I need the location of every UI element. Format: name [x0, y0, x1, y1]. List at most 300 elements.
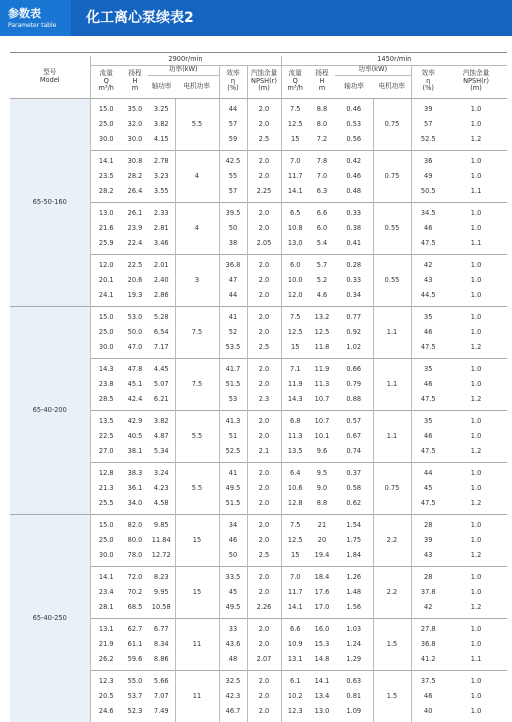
value-n2: 1.0	[470, 172, 482, 180]
value-n: 2.3	[258, 394, 270, 403]
cell-m	[175, 462, 219, 514]
cell-n2	[445, 150, 507, 202]
cell-h2	[309, 98, 335, 150]
value-e2: 49	[424, 172, 433, 180]
value-h: 61.1	[127, 640, 143, 648]
value-p: 7.07	[153, 692, 169, 700]
value-p2: 1.02	[346, 342, 362, 351]
value-p: 4.23	[153, 484, 169, 492]
value-q: 25.0	[98, 328, 114, 336]
value-q2: 11.7	[287, 588, 303, 596]
col-power: 功率(kW)	[148, 65, 219, 75]
value-h: 70.2	[127, 588, 143, 596]
value-h2: 13.2	[314, 313, 330, 322]
value-e: 52.5	[225, 446, 241, 455]
value-h: 30.0	[127, 134, 143, 143]
value-q: 22.5	[98, 432, 114, 440]
motor-power-value: 1.1	[386, 432, 398, 440]
cell-p	[148, 306, 175, 358]
cell-e	[219, 670, 247, 722]
cell-q	[90, 202, 122, 254]
cell-h	[122, 670, 148, 722]
cell-q	[90, 618, 122, 670]
col-head: 扬程 H m	[122, 65, 148, 98]
cell-q	[90, 410, 122, 462]
cell-h	[122, 150, 148, 202]
value-q: 20.1	[98, 276, 114, 284]
value-n2: 1.0	[470, 209, 482, 218]
value-e: 51	[228, 432, 238, 440]
value-n: 2.0	[258, 706, 270, 715]
value-p2: 0.92	[346, 328, 362, 336]
value-n: 2.0	[258, 692, 270, 700]
value-p: 2.81	[153, 224, 169, 232]
value-p: 3.82	[153, 120, 169, 128]
value-q: 12.8	[98, 469, 114, 478]
value-h: 59.6	[127, 654, 143, 663]
value-q: 28.2	[98, 186, 114, 195]
value-p: 3.24	[153, 469, 169, 478]
value-e2: 47.5	[420, 446, 436, 455]
value-n: 2.0	[258, 640, 270, 648]
value-p: 8.34	[153, 640, 169, 648]
value-q2: 10.8	[287, 224, 303, 232]
cell-p	[148, 514, 175, 566]
value-p: 11.84	[151, 536, 171, 544]
value-p: 5.07	[153, 380, 169, 388]
value-e2: 39	[424, 105, 433, 114]
value-n2: 1.2	[470, 134, 482, 143]
col-eff: 效率 η (%)	[219, 65, 247, 98]
cell-q2	[281, 618, 309, 670]
value-n: 2.0	[258, 536, 270, 544]
page-title: 化工离心泵续表2	[86, 10, 194, 26]
cell-m	[175, 618, 219, 670]
model-cell: 65-50-160	[10, 98, 90, 306]
cell-e	[219, 202, 247, 254]
cell-h2	[309, 306, 335, 358]
cell-h2	[309, 670, 335, 722]
motor-power-value: 5.5	[191, 484, 203, 492]
value-h2: 20	[317, 536, 327, 544]
value-h: 40.5	[127, 432, 143, 440]
cell-p	[148, 566, 175, 618]
value-n2: 1.1	[470, 186, 482, 195]
cell-q2	[281, 514, 309, 566]
value-p: 4.58	[153, 498, 169, 507]
value-h: 42.9	[127, 417, 143, 426]
value-p: 8.86	[153, 654, 169, 663]
value-h: 34.0	[127, 498, 143, 507]
cell-n	[247, 98, 281, 150]
cell-m	[175, 566, 219, 618]
value-h: 26.1	[127, 209, 143, 218]
cell-n2	[445, 462, 507, 514]
value-e2: 43	[424, 550, 433, 559]
value-n: 2.0	[258, 172, 270, 180]
value-p: 3.25	[153, 105, 169, 114]
cell-p2	[335, 462, 373, 514]
cell-e2	[411, 462, 445, 514]
value-h: 52.3	[127, 706, 143, 715]
value-h: 72.0	[127, 573, 143, 582]
value-q2: 7.5	[290, 521, 301, 530]
cell-q2	[281, 150, 309, 202]
cell-p	[148, 254, 175, 306]
value-p: 2.01	[153, 261, 169, 270]
value-n: 2.0	[258, 313, 270, 322]
value-n2: 1.0	[470, 120, 482, 128]
cell-q2	[281, 566, 309, 618]
col-motor-power-1450: 电机功率	[373, 75, 411, 98]
cell-q	[90, 150, 122, 202]
value-e2: 37.8	[420, 588, 436, 596]
value-n2: 1.0	[470, 625, 482, 634]
cell-p2	[335, 202, 373, 254]
cell-e2	[411, 566, 445, 618]
value-h: 28.2	[127, 172, 143, 180]
value-h: 68.5	[127, 602, 143, 611]
cell-p2	[335, 150, 373, 202]
value-e2: 45	[424, 484, 433, 492]
value-q: 26.2	[98, 654, 114, 663]
value-h: 20.6	[127, 276, 143, 284]
cell-e	[219, 410, 247, 462]
value-p2: 0.28	[346, 261, 362, 270]
value-h2: 6.6	[316, 209, 328, 218]
value-h2: 6.0	[316, 224, 328, 232]
cell-h	[122, 410, 148, 462]
value-n: 2.0	[258, 157, 270, 166]
value-q: 12.3	[98, 677, 114, 686]
motor-power-value: 4	[194, 172, 200, 180]
value-h: 22.5	[127, 261, 143, 270]
cell-q2	[281, 202, 309, 254]
header-bar	[0, 0, 512, 36]
motor-power-value: 11	[192, 640, 202, 648]
col-flow-1450: 流量 Q m³/h	[281, 65, 309, 98]
value-p: 3.55	[153, 186, 169, 195]
value-q: 14.1	[98, 573, 114, 582]
value-h: 19.3	[127, 290, 143, 299]
value-n: 2.0	[258, 469, 270, 478]
value-p: 5.66	[153, 677, 169, 686]
value-p: 6.54	[153, 328, 169, 336]
value-h: 45.1	[127, 380, 143, 388]
cell-m2	[373, 202, 411, 254]
value-h2: 21	[317, 521, 327, 530]
value-p: 6.77	[153, 625, 169, 634]
value-e2: 46	[424, 380, 433, 388]
value-h: 47.8	[127, 365, 143, 374]
value-e: 59	[228, 134, 238, 143]
value-e2: 35	[424, 365, 433, 374]
cell-e	[219, 566, 247, 618]
value-n2: 1.1	[470, 238, 482, 247]
value-e: 53	[228, 394, 238, 403]
value-n: 2.0	[258, 521, 270, 530]
value-h: 82.0	[127, 521, 143, 530]
col-eff-1450: 效率 η (%)	[411, 65, 445, 98]
cell-n2	[445, 618, 507, 670]
value-h2: 4.6	[316, 290, 328, 299]
value-e2: 52.5	[420, 134, 436, 143]
value-n2: 1.0	[470, 276, 482, 284]
value-e: 43.6	[225, 640, 241, 648]
col-model-cn: 型号	[43, 68, 57, 77]
cell-e	[219, 254, 247, 306]
value-h2: 15.3	[314, 640, 330, 648]
value-e2: 47.5	[420, 342, 436, 351]
value-e2: 42	[424, 261, 433, 270]
cell-h2	[309, 254, 335, 306]
value-q2: 7.1	[290, 365, 301, 374]
value-h2: 13.4	[314, 692, 330, 700]
value-n: 2.0	[258, 365, 270, 374]
value-p: 10.58	[151, 602, 171, 611]
value-n2: 1.0	[470, 706, 482, 715]
value-n: 2.5	[258, 550, 270, 559]
value-e: 55	[228, 172, 238, 180]
value-e: 57	[228, 186, 238, 195]
cell-e2	[411, 618, 445, 670]
value-p2: 0.48	[346, 186, 362, 195]
cell-m	[175, 98, 219, 150]
cell-h	[122, 202, 148, 254]
value-p: 2.40	[153, 276, 169, 284]
value-e: 46	[228, 536, 238, 544]
value-n: 2.0	[258, 417, 270, 426]
value-n: 2.0	[258, 209, 270, 218]
value-h: 42.4	[127, 394, 143, 403]
value-q2: 12.8	[287, 498, 303, 507]
value-h2: 12.5	[314, 328, 330, 336]
model-cell: 65-40-200	[10, 306, 90, 514]
motor-power-value: 4	[194, 224, 200, 232]
value-q: 30.0	[98, 134, 114, 143]
cell-p	[148, 358, 175, 410]
value-h: 47.0	[127, 342, 143, 351]
value-e: 47	[228, 276, 238, 284]
value-h: 38.3	[127, 469, 143, 478]
section-tab	[0, 0, 71, 36]
value-q2: 12.3	[287, 706, 303, 715]
value-q: 13.5	[98, 417, 114, 426]
value-q: 24.1	[98, 290, 114, 299]
value-p2: 1.84	[346, 550, 362, 559]
value-n2: 1.1	[470, 654, 482, 663]
value-n2: 1.0	[470, 484, 482, 492]
cell-m2	[373, 514, 411, 566]
value-q: 15.0	[98, 105, 114, 114]
cell-n	[247, 358, 281, 410]
motor-power-value: 1.1	[386, 380, 398, 388]
value-p2: 1.09	[346, 706, 362, 715]
cell-n2	[445, 254, 507, 306]
cell-p2	[335, 410, 373, 462]
value-e: 45	[228, 588, 238, 596]
value-p2: 0.34	[346, 290, 362, 299]
value-e: 46.7	[225, 706, 241, 715]
value-n: 2.0	[258, 573, 270, 582]
value-q2: 12.5	[287, 120, 303, 128]
cell-p2	[335, 358, 373, 410]
cell-m	[175, 150, 219, 202]
value-h: 38.1	[127, 446, 143, 455]
value-h: 78.0	[127, 550, 143, 559]
cell-p	[148, 150, 175, 202]
value-n2: 1.0	[470, 313, 482, 322]
value-p: 4.45	[153, 365, 169, 374]
value-q: 15.0	[98, 313, 114, 322]
value-q2: 13.0	[287, 238, 303, 247]
value-h: 35.0	[127, 105, 143, 114]
value-h2: 7.0	[316, 172, 328, 180]
value-q2: 6.1	[290, 677, 301, 686]
value-p2: 0.88	[346, 394, 362, 403]
value-h: 23.9	[127, 224, 143, 232]
value-h2: 8.0	[316, 120, 328, 128]
value-e2: 35	[424, 313, 433, 322]
value-n2: 1.0	[470, 105, 482, 114]
value-q: 24.6	[98, 706, 114, 715]
value-p2: 1.29	[346, 654, 362, 663]
value-h2: 5.4	[316, 238, 328, 247]
value-n2: 1.0	[470, 417, 482, 426]
value-e2: 41.2	[420, 654, 436, 663]
value-p2: 0.37	[346, 469, 362, 478]
cell-m2	[373, 358, 411, 410]
value-q2: 14.1	[287, 186, 303, 195]
value-p2: 1.75	[346, 536, 362, 544]
value-e: 51.5	[225, 380, 241, 388]
value-h2: 10.7	[314, 394, 330, 403]
value-e2: 46	[424, 328, 433, 336]
cell-q2	[281, 254, 309, 306]
value-h: 32.0	[127, 120, 143, 128]
cell-p2	[335, 254, 373, 306]
cell-m	[175, 514, 219, 566]
value-e2: 36	[424, 157, 433, 166]
value-e2: 36.8	[420, 640, 436, 648]
value-h2: 19.4	[314, 550, 330, 559]
value-h2: 5.2	[316, 276, 328, 284]
cell-p2	[335, 566, 373, 618]
value-e: 33	[228, 625, 238, 634]
value-q2: 13.1	[287, 654, 303, 663]
cell-n2	[445, 306, 507, 358]
value-q2: 6.5	[290, 209, 301, 218]
section-tab-en: Parameter table	[8, 22, 57, 29]
col-power-1450: 功率(kW)	[335, 65, 411, 75]
motor-power-value: 7.5	[191, 328, 203, 336]
cell-h	[122, 306, 148, 358]
col-model	[10, 56, 90, 98]
cell-m2	[373, 410, 411, 462]
value-n2: 1.0	[470, 432, 482, 440]
col-flow: 流量 Q m³/h	[90, 65, 122, 98]
value-q2: 11.9	[287, 380, 303, 388]
value-n: 2.0	[258, 290, 270, 299]
value-e: 50	[228, 550, 238, 559]
value-q2: 14.3	[287, 394, 303, 403]
value-p2: 0.46	[346, 105, 362, 114]
value-q: 15.0	[98, 521, 114, 530]
value-p: 5.34	[153, 446, 169, 455]
motor-power-value: 5.5	[191, 432, 203, 440]
value-n: 2.5	[258, 134, 270, 143]
value-q2: 15	[291, 342, 300, 351]
cell-e2	[411, 306, 445, 358]
value-n: 2.0	[258, 328, 270, 336]
value-e: 48	[228, 654, 238, 663]
cell-q2	[281, 358, 309, 410]
value-n2: 1.2	[470, 446, 482, 455]
value-p: 3.46	[153, 238, 169, 247]
cell-n	[247, 670, 281, 722]
motor-power-value: 2.2	[386, 536, 398, 544]
value-n: 2.0	[258, 484, 270, 492]
value-n: 2.0	[258, 105, 270, 114]
value-n2: 1.0	[470, 328, 482, 336]
value-e2: 27.8	[420, 625, 436, 634]
value-h2: 5.7	[316, 261, 328, 270]
value-h2: 11.9	[314, 365, 330, 374]
cell-m2	[373, 618, 411, 670]
value-q2: 7.5	[290, 313, 301, 322]
value-q2: 12.5	[287, 536, 303, 544]
value-p2: 0.38	[346, 224, 362, 232]
cell-e2	[411, 150, 445, 202]
cell-n2	[445, 358, 507, 410]
value-h2: 9.6	[316, 446, 328, 455]
value-h: 62.7	[127, 625, 143, 634]
value-q2: 10.9	[287, 640, 303, 648]
value-h2: 9.0	[316, 484, 328, 492]
value-n2: 1.0	[470, 469, 482, 478]
value-h2: 9.5	[316, 469, 328, 478]
value-n: 2.26	[256, 602, 272, 611]
cell-n	[247, 202, 281, 254]
motor-power-value: 1.1	[386, 328, 398, 336]
cell-q2	[281, 98, 309, 150]
value-e: 41.7	[225, 365, 241, 374]
value-h: 50.0	[127, 328, 143, 336]
col-model-en: Model	[39, 75, 60, 84]
value-h2: 13.0	[314, 706, 330, 715]
value-n: 2.0	[258, 380, 270, 388]
value-n: 2.0	[258, 677, 270, 686]
value-p: 6.21	[153, 394, 169, 403]
cell-p2	[335, 514, 373, 566]
value-q: 12.0	[98, 261, 114, 270]
value-n2: 1.2	[470, 498, 482, 507]
cell-n2	[445, 410, 507, 462]
value-n2: 1.0	[470, 365, 482, 374]
cell-h2	[309, 358, 335, 410]
cell-h	[122, 254, 148, 306]
value-p: 9.85	[153, 521, 169, 530]
value-q2: 6.8	[290, 417, 301, 426]
value-q: 21.6	[98, 224, 114, 232]
cell-m2	[373, 670, 411, 722]
motor-power-value: 2.2	[386, 588, 398, 596]
cell-m	[175, 670, 219, 722]
value-q: 13.0	[98, 209, 114, 218]
value-n2: 1.0	[470, 692, 482, 700]
cell-n	[247, 462, 281, 514]
value-p: 7.49	[153, 706, 169, 715]
